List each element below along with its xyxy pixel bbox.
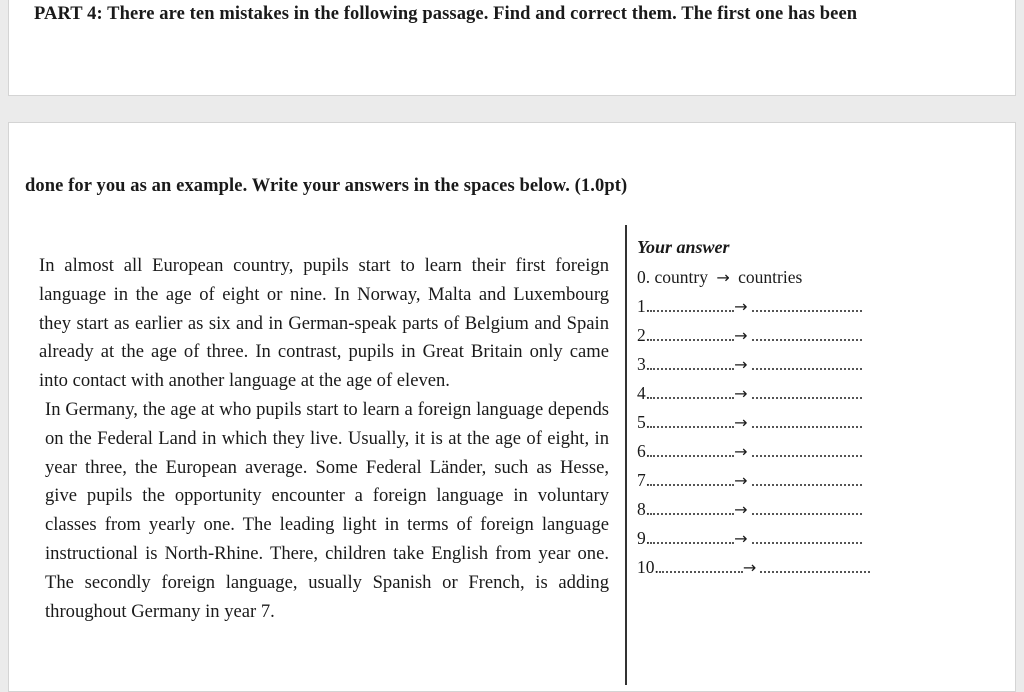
- answer-row: [637, 466, 907, 495]
- answer-row: [637, 437, 907, 466]
- answer-column: [637, 232, 907, 582]
- arrow-icon: →: [734, 471, 748, 490]
- answer-number: 3.: [637, 354, 651, 374]
- answer-rows: [637, 292, 907, 582]
- answer-row: [637, 321, 907, 350]
- answer-number: 9.: [637, 528, 651, 548]
- answer-number: 4.: [637, 383, 651, 403]
- example-wrong-word: country: [654, 267, 708, 287]
- answer-number: 10.: [637, 557, 659, 577]
- arrow-icon: →: [734, 384, 748, 403]
- arrow-icon: →: [734, 500, 748, 519]
- answer-row: [637, 408, 907, 437]
- arrow-icon: →: [742, 558, 757, 577]
- correction-blank[interactable]: [752, 426, 862, 428]
- answer-number: 2.: [637, 325, 651, 345]
- answer-title: Your answer: [637, 237, 730, 257]
- answer-number: 1.: [637, 296, 651, 316]
- answer-number: 8.: [637, 499, 651, 519]
- wrong-word-blank[interactable]: [659, 571, 743, 573]
- wrong-word-blank[interactable]: [650, 455, 734, 457]
- correction-blank[interactable]: [752, 368, 862, 370]
- arrow-icon: →: [734, 529, 748, 548]
- correction-blank[interactable]: [760, 571, 870, 573]
- instruction-heading-line-2: done for you as an example. Write your answers in the spaces below. (1.0pt): [25, 176, 628, 196]
- answer-row: [637, 495, 907, 524]
- arrow-icon: →: [734, 442, 748, 461]
- wrong-word-blank[interactable]: [650, 513, 734, 515]
- arrow-icon: →: [734, 326, 748, 345]
- arrow-icon: →: [734, 413, 748, 432]
- wrong-word-blank[interactable]: [650, 542, 734, 544]
- correction-blank[interactable]: [752, 513, 862, 515]
- correction-blank[interactable]: [752, 339, 862, 341]
- wrong-word-blank[interactable]: [650, 310, 734, 312]
- arrow-icon: →: [716, 268, 730, 287]
- answer-number: 6.: [637, 441, 651, 461]
- correction-blank[interactable]: [752, 310, 862, 312]
- instruction-heading-line-1: PART 4: There are ten mistakes in the following passage. Find and correct them. The first one has been: [34, 4, 858, 24]
- arrow-icon: →: [734, 355, 748, 374]
- wrong-word-blank[interactable]: [650, 339, 734, 341]
- reading-passage: [39, 252, 609, 626]
- page-top: [8, 0, 1016, 96]
- passage-paragraph-1: In almost all European country, pupils start to learn their first foreign language in the age of eight or nine. In Norway, Malta and Luxembourg they start as earlier as six and in German-speak parts of Belgium and Spain already at the age of three. In contrast, pupils in Great Britain only came into contact with another language at the age of eleven.: [39, 255, 609, 392]
- correction-blank[interactable]: [752, 542, 862, 544]
- wrong-word-blank[interactable]: [650, 484, 734, 486]
- wrong-word-blank[interactable]: [650, 397, 734, 399]
- correction-blank[interactable]: [752, 455, 862, 457]
- wrong-word-blank[interactable]: [650, 426, 734, 428]
- arrow-icon: →: [734, 297, 748, 316]
- example-correct-word: countries: [738, 267, 803, 287]
- answer-row: [637, 379, 907, 408]
- wrong-word-blank[interactable]: [650, 368, 734, 370]
- answer-row: [637, 350, 907, 379]
- answer-number: 7.: [637, 470, 651, 490]
- correction-blank[interactable]: [752, 484, 862, 486]
- answer-row: [637, 292, 907, 321]
- passage-paragraph-2: In Germany, the age at who pupils start to learn a foreign language depends on the Federal Land in which they live. Usually, it is at the age of eight, in year three, the European average. Some Federal Länder, such as Hesse, give pupils the opportunity encounter a foreign language in voluntary classes from yearly one. The leading light in terms of foreign language instructional is North-Rhine. There, children take English from year one. The secondly foreign language, usually Spanish or French, is adding throughout Germany in year 7.: [45, 398, 609, 622]
- correction-blank[interactable]: [752, 397, 862, 399]
- column-divider: [625, 225, 627, 685]
- answer-row: [637, 524, 907, 553]
- answer-row: [637, 553, 907, 582]
- example-number: 0.: [637, 267, 651, 287]
- answer-example: [637, 262, 907, 292]
- answer-number: 5.: [637, 412, 651, 432]
